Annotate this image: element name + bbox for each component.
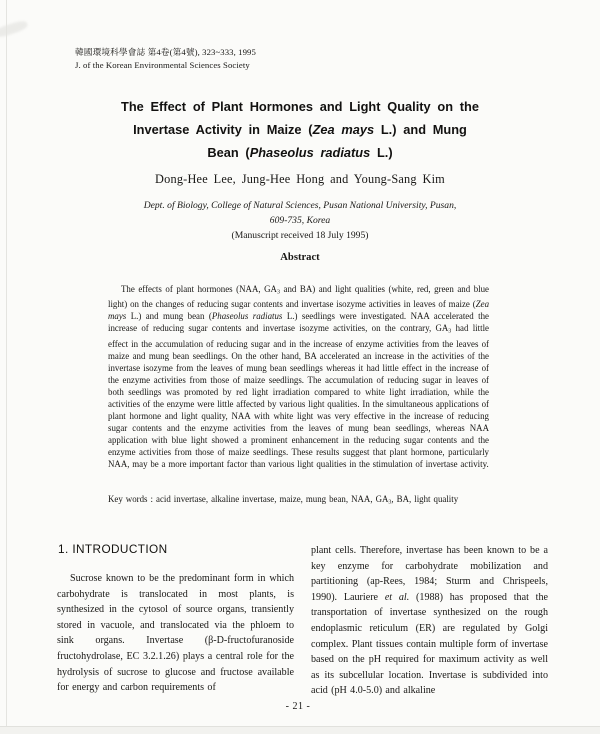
keywords-label: Key words : [108,494,153,504]
authors-line: Dong-Hee Lee, Jung-Hee Hong and Young-Sang Kim [155,172,445,186]
abstract-heading: Abstract [280,252,320,263]
article-title-line-2: Invertase Activity in Maize (Zea mays L.) and Mung [133,122,467,137]
manuscript-received-note: (Manuscript received 18 July 1995) [231,230,369,241]
affiliation-line-2: 609-735, Korea [269,214,331,226]
abstract-body: The effects of plant hormones (NAA, GA3 and BA) and light qualities (white, red, green and blue light) on the changes of reducing sugar contents and invertase isozyme activities in leaves of maize (Zea mays L.) and mung bean (Phaseolus radiatus L.) seedlings were investigated. NAA accelerated the increase of reducing sugar contents and invertase isozyme activities, on the contrary, GA3 had little effect in the accumulation of reducing sugar and in the increase of enzyme activities from the leaves of maize and mung bean seedlings. On the other hand, BA accelerated an increase in the activities of the invertase isozyme from the leaves of mung bean seedlings whereas it had little effect in the increase of the enzyme activities from those of maize seedlings. The accumulation of reducing sugar in leaves of both seedlings was promoted by red light irradiation compared to white light irradiation, while the activities of the enzyme were little affected by various light qualities. In the simultaneous applications of plant hormone and light quality, NAA with white light was very effective in the increase of reducing sugar contents and the enzyme activities from the leaves of mung bean seedlings, whereas NAA application with blue light showed a prominent enhancement in the reducing sugar contents and the enzyme activities from those of maize seedlings. These results suggest that plant hormone, particularly NAA, may be a more important factor than various light qualities in the stimulation of invertase activity. [108,284,489,470]
scan-left-edge-line [6,0,7,733]
keywords-text: acid invertase, alkaline invertase, maize, mung bean, NAA, GA3, BA, light quality [152,494,459,506]
affiliation [0,199,600,228]
journal-header [75,46,256,71]
scan-smudge-artifact [0,19,29,39]
article-title [40,95,560,164]
affiliation-line-1: Dept. of Biology, College of Natural Sciences, Pusan National University, Pusan, [143,200,457,211]
page-number: - 21 - [285,701,311,712]
journal-title-korean: 韓國環境科學會誌 第4卷(第4號), 323~333, 1995 [75,47,256,57]
article-title-line-3: Bean (Phaseolus radiatus L.) [207,145,393,160]
intro-left-column: Sucrose known to be the predominant form in which carbohydrate is translocated in most plants, is synthesized in the cytosol of source organs, transiently stored in vacuole, and translocated via the phloem to sink organs. Invertase (β-D-fructofuranoside fructohydrolase, EC 3.2.1.26) plays a central role for the hydrolysis of sucrose to glucose and fructose available for energy and carbon requirements of [57,573,294,694]
keywords-block [108,493,547,509]
journal-title-english: J. of the Korean Environmental Sciences Society [75,59,250,70]
intro-right-column: plant cells. Therefore, invertase has been known to be a key enzyme for carbohydrate mobilization and partitioning (ap-Rees, 1984; Sturm and Chrispeels, 1990). Lauriere et al. (1988) has proposed that the transportation of invertase synthesized on the rough endoplasmic reticulum (ER) are regulated by Golgi complex. Plant tissues contain multiple form of invertase based on the pH required for maximum activity as well as its subcellular location. Invertase is subdivided into acid (pH 4.0-5.0) and alkaline [311,545,548,697]
article-title-line-1: The Effect of Plant Hormones and Light Quality on the [121,99,479,114]
section-heading-introduction: 1. INTRODUCTION [58,542,168,556]
